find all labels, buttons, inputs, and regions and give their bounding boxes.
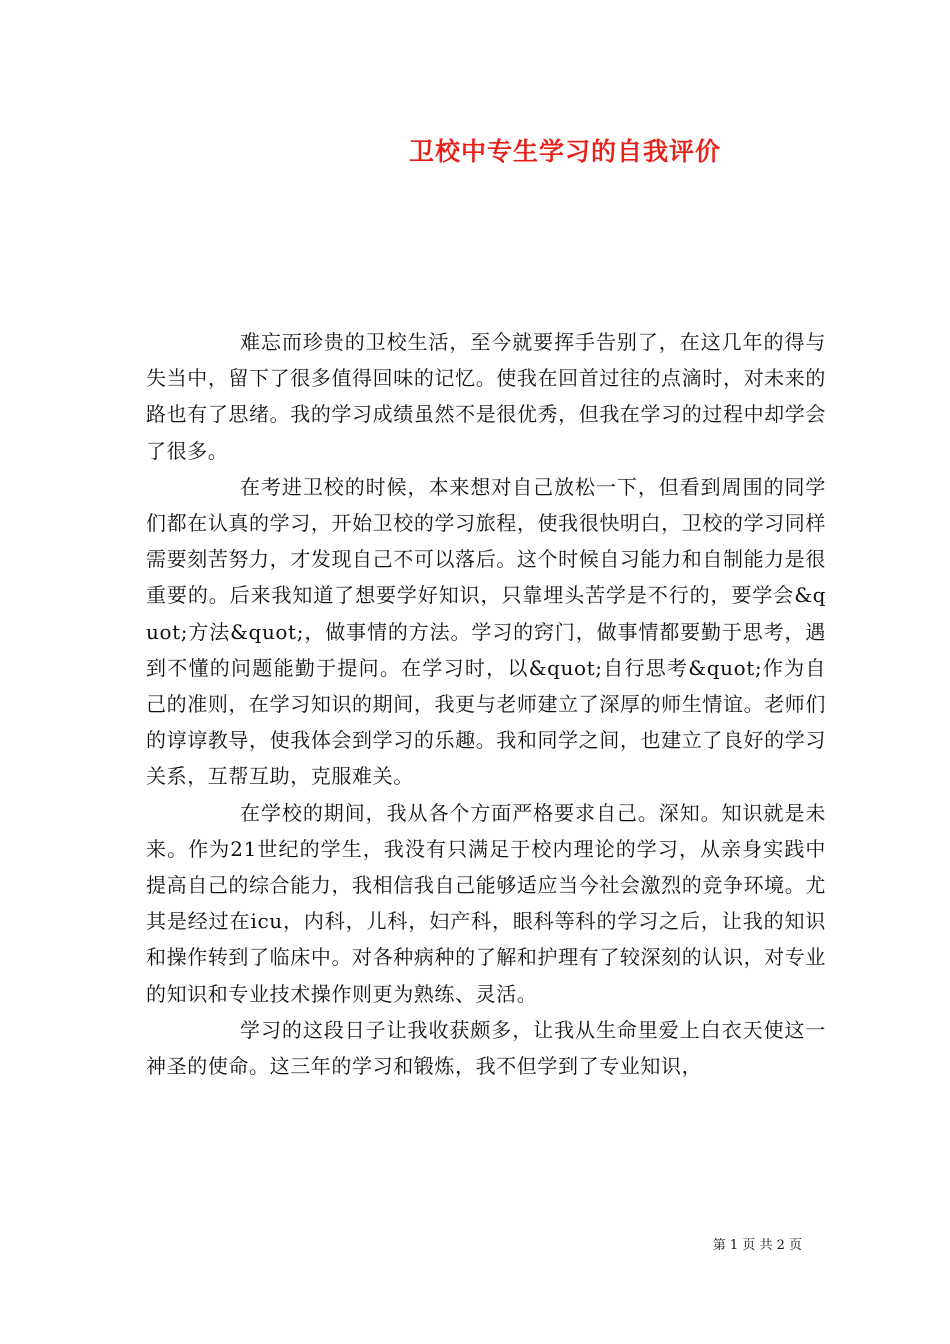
page-number-footer: 第 1 页 共 2 页 [712, 1238, 802, 1253]
document-title: 卫校中专生学习的自我评价 [408, 137, 721, 166]
paragraph-3: 在学校的期间，我从各个方面严格要求自己。深知。知识就是未来。作为21世纪的学生，我没有只满足于校内理论的学习，从亲身实践中提高自己的综合能力，我相信我自己能够适应当今社会激烈的竞争环境。尤其是经过在icu，内科，儿科，妇产科，眼科等科的学习之后，让我的知识和操作转到了临床中。对各种病种的了解和护理有了较深刻的认识，对专业的知识和专业技术操作则更为熟练、灵活。 [146, 800, 826, 1006]
paragraph-1: 难忘而珍贵的卫校生活，至今就要挥手告别了，在这几年的得与失当中，留下了很多值得回味的记忆。使我在回首过往的点滴时，对未来的路也有了思绪。我的学习成绩虽然不是很优秀，但我在学习的过程中却学会了很多。 [146, 330, 826, 463]
paragraph-2: 在考进卫校的时候，本来想对自己放松一下，但看到周围的同学们都在认真的学习，开始卫校的学习旅程，使我很快明白，卫校的学习同样需要刻苦努力，才发现自己不可以落后。这个时候自习能力和自制能力是很重要的。后来我知道了想要学好知识，只靠埋头苦学是不行的，要学会&quot;方法&quot;，做事情的方法。学习的窍门，做事情都要勤于思考，遇到不懂的问题能勤于提问。在学习时，以&quot;自行思考&quot;作为自己的准则，在学习知识的期间，我更与老师建立了深厚的师生情谊。老师们的谆谆教导，使我体会到学习的乐趣。我和同学之间，也建立了良好的学习关系，互帮互助，克服难关。 [146, 474, 826, 789]
paragraph-4: 学习的这段日子让我收获颇多，让我从生命里爱上白衣天使这一神圣的使命。这三年的学习和锻炼，我不但学到了专业知识， [146, 1017, 826, 1079]
document-body [146, 324, 826, 1084]
